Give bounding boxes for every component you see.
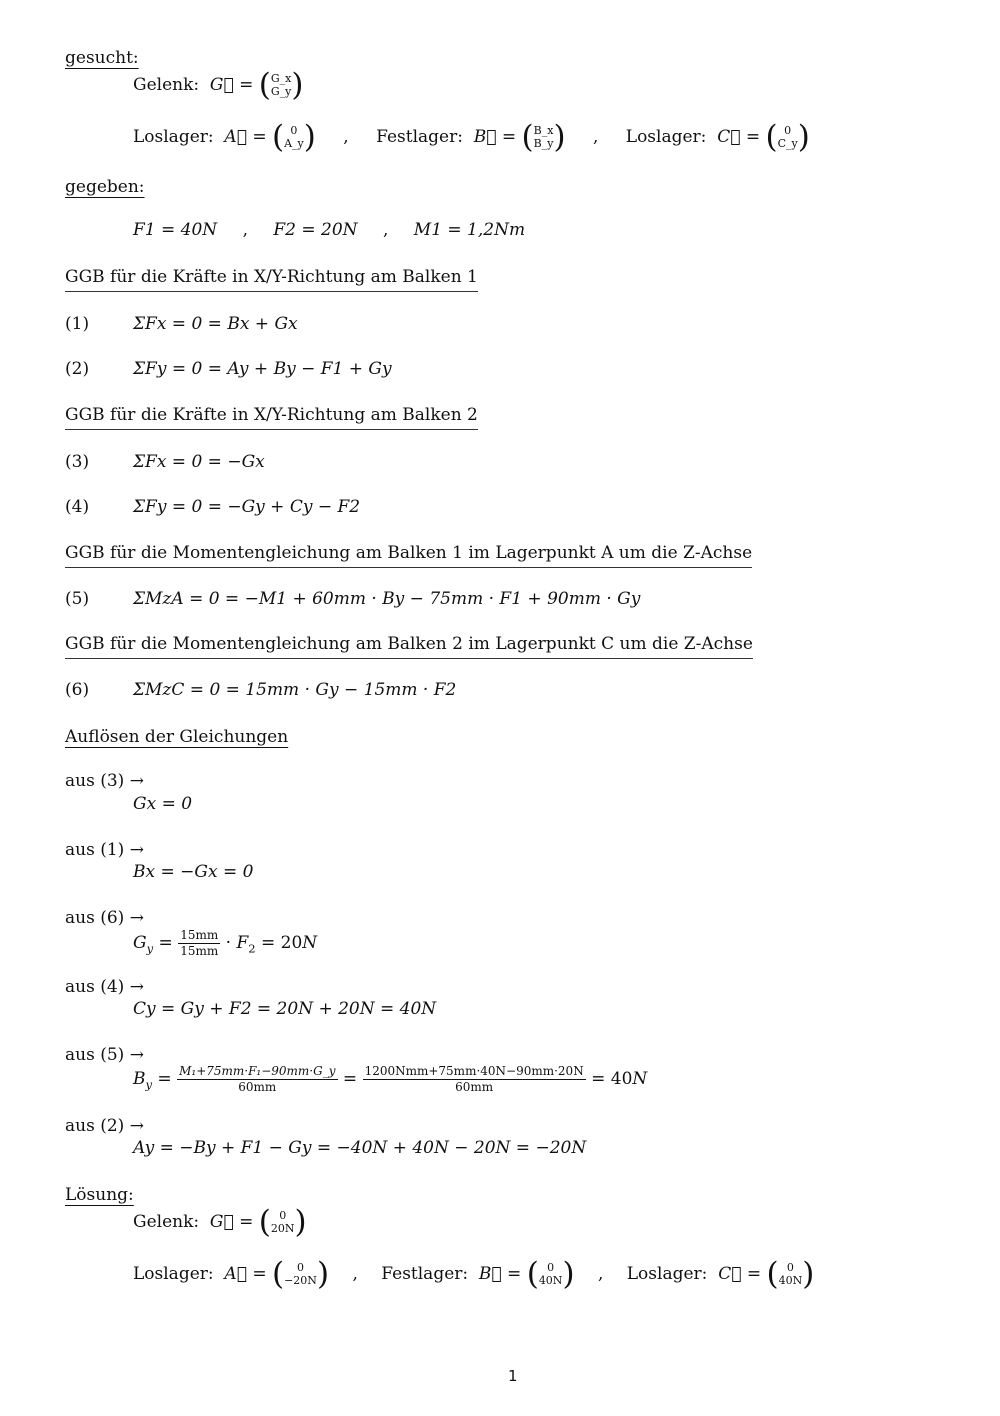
given-F1: F1 = 40N (133, 220, 218, 240)
given-F2: F2 = 20N (273, 220, 358, 240)
loslager-A-label: Loslager: (133, 127, 214, 147)
right-arrow-icon: → (129, 1116, 144, 1136)
step-6-source: aus (2) → (65, 1116, 144, 1136)
heading-gesucht: gesucht: (65, 48, 139, 68)
eq-4: ΣFy = 0 = −Gy + Cy − F2 (133, 497, 361, 517)
step-5-result: $B_y$ = $\frac{\text{M₁+75mm·F₁−90mm·G\_y}}{60mm}$ = $\frac{\text{1200Nmm+75mm·40N−90mm·20N}}{60mm}$ = 40N (133, 1064, 648, 1094)
eq-3: ΣFx = 0 = −Gx (133, 452, 265, 472)
heading-moment-balken-1: GGB für die Momentengleichung am Balken 1 im Lagerpunkt A um die Z-Achse (65, 545, 752, 568)
gelenk-label: Gelenk: (133, 75, 200, 95)
heading-ggb-balken-2: GGB für die Kräfte in X/Y-Richtung am Balken 2 (65, 407, 478, 430)
eq-1: ΣFx = 0 = Bx + Gx (133, 314, 298, 334)
step-5-source: aus (5) → (65, 1045, 144, 1065)
heading-loesung: Lösung: (65, 1185, 134, 1205)
loslager-C-label: Loslager: (626, 1264, 708, 1284)
eq-6-number: (6) (65, 680, 90, 700)
fraction-gy: $\frac{15mm}{15mm}$ (180, 928, 219, 958)
right-arrow-icon: → (129, 771, 144, 791)
loesung-lager-line: Loslager: A⃗ = ( 0 −20N) , Festlager: B⃗ = ( 0 40N) , Loslager: C⃗ = ( 0 40N) (133, 1256, 815, 1292)
heading-moment-balken-2: GGB für die Momentengleichung am Balken 2 im Lagerpunkt C um die Z-Achse (65, 636, 753, 659)
eq-2: ΣFy = 0 = Ay + By − F1 + Gy (133, 359, 392, 379)
loesung-gelenk-line: Gelenk: G⃗ = ( 0 20N) (133, 1204, 307, 1240)
step-3-result: $G_y$ = $\frac{15mm}{15mm}$ · $F_2 = 20N$ (133, 928, 318, 958)
vector-A-unknown: ( 0 A_y) (271, 119, 316, 155)
step-6-result: Ay = −By + F1 − Gy = −40N + 40N − 20N = −20N (133, 1138, 587, 1158)
vector-C-solution: ( 0 40N) (766, 1256, 815, 1292)
step-2-result: Bx = −Gx = 0 (133, 862, 254, 882)
gesucht-gelenk-line: Gelenk: G⃗ = (G_x G_y) (133, 67, 304, 103)
eq-5-number: (5) (65, 589, 90, 609)
given-values: F1 = 40N , F2 = 20N , M1 = 1,2Nm (133, 220, 526, 240)
step-1-result: Gx = 0 (133, 794, 193, 814)
vector-C-unknown: ( 0 C_y) (765, 119, 810, 155)
gesucht-lager-line: Loslager: A⃗ = ( 0 A_y) , Festlager: B⃗ = (B_x B_y) , Loslager: C⃗ = ( 0 C_y) (133, 119, 810, 155)
step-4-result: Cy = Gy + F2 = 20N + 20N = 40N (133, 999, 437, 1019)
festlager-B-label: Festlager: (381, 1264, 469, 1284)
right-arrow-icon: → (129, 840, 144, 860)
loslager-A-label: Loslager: (133, 1264, 214, 1284)
step-3-source: aus (6) → (65, 908, 144, 928)
heading-aufloesen: Auflösen der Gleichungen (65, 727, 289, 747)
heading-ggb-balken-1: GGB für die Kräfte in X/Y-Richtung am Balken 1 (65, 269, 478, 292)
vector-B-unknown: (B_x B_y) (521, 119, 566, 155)
loslager-C-label: Loslager: (625, 127, 707, 147)
eq-6: ΣMzC = 0 = 15mm · Gy − 15mm · F2 (133, 680, 457, 700)
heading-gegeben: gegeben: (65, 177, 145, 197)
right-arrow-icon: → (129, 977, 144, 997)
fraction-by-symbolic: $\frac{\text{M₁+75mm·F₁−90mm·G\_y}}{60mm}$ (179, 1064, 336, 1094)
vector-B-solution: ( 0 40N) (526, 1256, 575, 1292)
eq-5: ΣMzA = 0 = −M1 + 60mm · By − 75mm · F1 + 90mm · Gy (133, 589, 641, 609)
fraction-by-numeric: $\frac{\text{1200Nmm+75mm·40N−90mm·20N}}{60mm}$ (364, 1064, 584, 1094)
vector-A-solution: ( 0 −20N) (271, 1256, 330, 1292)
step-4-source: aus (4) → (65, 977, 144, 997)
vector-G-solution: ( 0 20N) (258, 1204, 307, 1240)
right-arrow-icon: → (129, 908, 144, 928)
eq-4-number: (4) (65, 497, 90, 517)
right-arrow-icon: → (129, 1045, 144, 1065)
eq-3-number: (3) (65, 452, 90, 472)
page-number: 1 (508, 1367, 518, 1385)
step-2-source: aus (1) → (65, 840, 144, 860)
eq-1-number: (1) (65, 314, 90, 334)
festlager-B-label: Festlager: (376, 127, 463, 147)
vector-G-unknown: (G_x G_y) (258, 67, 304, 103)
step-1-source: aus (3) → (65, 771, 144, 791)
eq-2-number: (2) (65, 359, 90, 379)
given-M1: M1 = 1,2Nm (413, 220, 526, 240)
gelenk-label: Gelenk: (133, 1212, 200, 1232)
